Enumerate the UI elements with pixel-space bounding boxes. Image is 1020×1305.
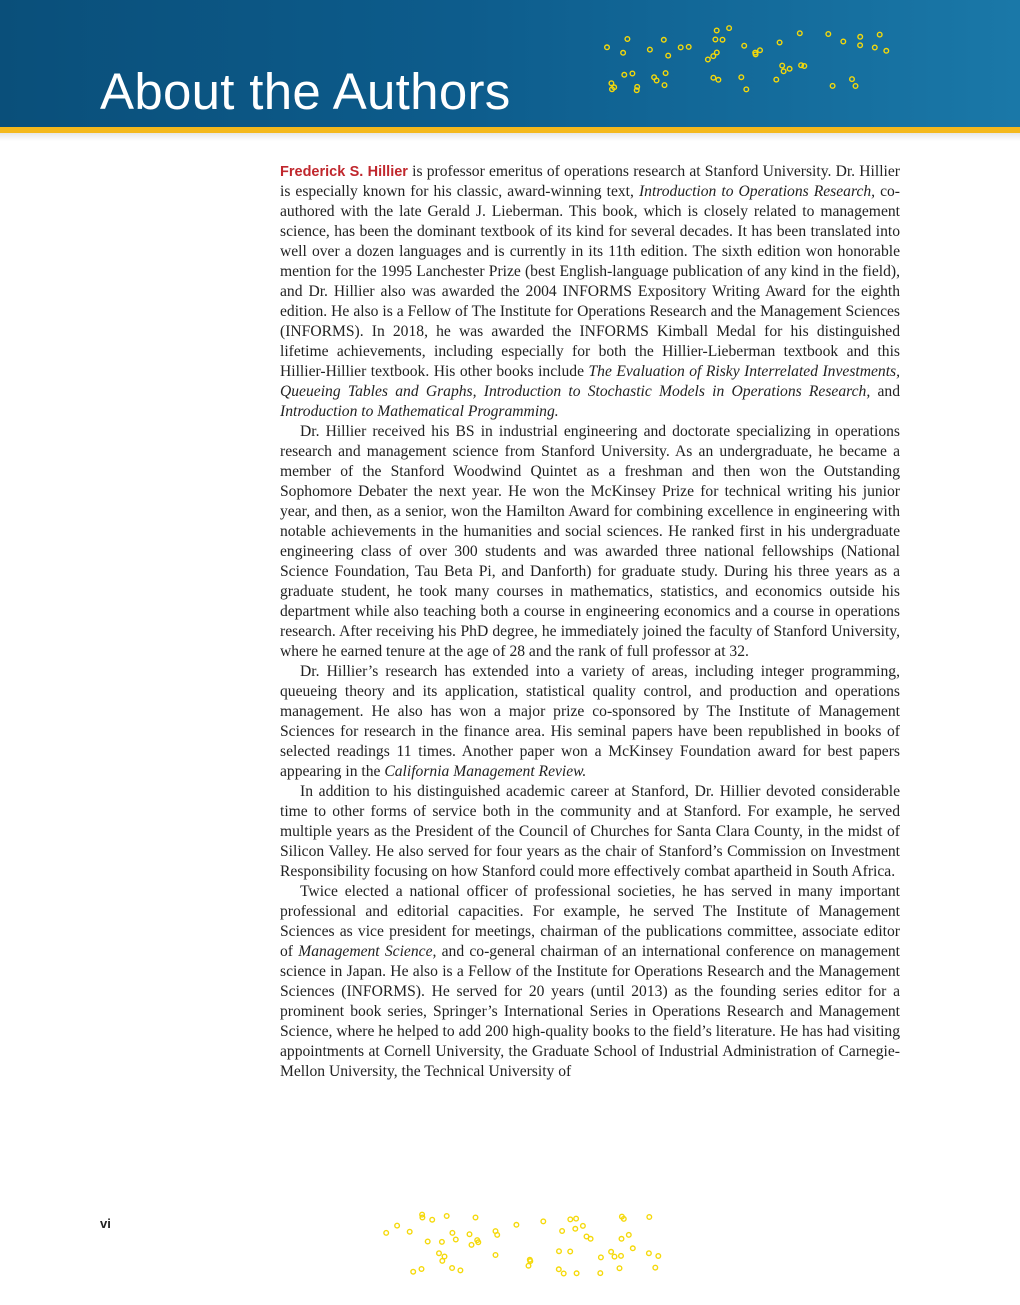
decorative-dot [662,83,667,88]
italic-title-text: Management Science, [298,943,437,960]
decorative-dot [850,77,855,82]
decorative-dot [541,1219,546,1224]
decorative-dot [873,45,878,50]
decorative-dot [574,1216,579,1221]
decorative-dot [560,1229,565,1234]
decorative-dot [528,1258,533,1263]
decorative-dot [619,1254,624,1259]
decorative-dot [557,1267,562,1272]
decorative-dot [473,1215,478,1220]
bio-paragraph-5 [280,882,900,1082]
decorative-dot [739,75,744,80]
decorative-dot [715,50,720,55]
decorative-dot [419,1267,424,1272]
decorative-dot [621,51,626,56]
decorative-dot [666,53,671,58]
decorative-dot [777,40,782,45]
decorative-dot [826,32,831,37]
decorative-dot [716,78,721,83]
decorative-dot [678,45,683,50]
decorative-dot [781,69,786,74]
decorative-dot [612,1254,617,1259]
decorative-dot [395,1223,400,1228]
decorative-dot [442,1254,447,1259]
italic-title-text: Introduction to Mathematical Programming. [280,403,559,420]
decorative-dot [514,1223,519,1228]
decorative-dot [711,75,716,80]
decorative-dot [787,67,792,72]
decorative-dot [647,1215,652,1220]
bio-paragraph-3 [280,662,900,782]
decorative-dot [744,87,749,92]
decorative-dot [619,1237,624,1242]
decorative-dot [630,71,635,76]
decorative-dot [425,1239,430,1244]
decorative-dot [653,1265,658,1270]
bio-paragraph-4 [280,782,900,882]
decorative-dot [437,1251,442,1256]
page-title: About the Authors [100,63,511,120]
decorative-dot [652,75,657,80]
decorative-dot [656,1254,661,1259]
decorative-dot [627,1233,632,1238]
decorative-dot [713,37,718,42]
body-text: In addition to his distinguished academic career at Stanford, Dr. Hillier devoted considerable time to other forms of service both in the community and at Stanford. For example, he served multiple years as the President of the Council of Churches for Santa Clara County, in the midst of Silicon Valley. He also served for four years as the chair of Stanford’s Commission on Investment Responsibility focusing on how Stanford could more effectively combat apartheid in South Africa. [280,783,900,880]
decorative-dot [444,1214,449,1219]
decorative-dot [662,38,667,43]
italic-title-text: The Evaluation of Risky Interrelated Investments, Queueing Tables and Graphs, Introduction to Stochastic Models in Operations Research, [280,363,900,400]
bio-paragraph-1-text [280,163,900,420]
decorative-dot [686,45,691,50]
decorative-dot [574,1271,579,1276]
decorative-dot [458,1268,463,1273]
decorative-dot [407,1229,412,1234]
chapter-header-banner [0,0,1020,127]
decorative-dot [581,1224,586,1229]
decorative-dot [573,1227,578,1232]
decorative-dot [526,1263,531,1268]
decorative-dot [774,77,779,82]
decorative-dot [598,1271,603,1276]
decorative-dot [469,1243,474,1248]
italic-title-text: California Management Review. [384,763,587,780]
body-text: and co-general chairman of an international conference on management science in Japan. He also is a Fellow of the Institute for Operations Research and the Management Sciences (INFORMS). He served for 20 years (until 2013) as the founding series editor for a prominent book series, Springer’s International Series in Operations Research and Management Science, where he helped to add 200 high-quality books to the field’s literature. He has had visiting appointments at Cornell University, the Graduate School of Industrial Administration of Carnegie-Mellon University, the Technical University of [280,943,900,1080]
body-text: co-authored with the late Gerald J. Lieberman. This book, which is closely related to management science, has been the dominant textbook of its kind for several decades. It has been translated into well over a dozen languages and is currently in its 11th edition. The sixth edition won honorable mention for the 1995 Lanchester Prize (best English-language publication of any kind in the field), and Dr. Hillier also was awarded the 2004 INFORMS Expository Writing Award for the eighth edition. He also is a Fellow of The Institute for Operations Research and the Management Sciences (INFORMS). In 2018, he was awarded the INFORMS Kimball Medal for his distinguished lifetime achievements, including especially for both the Hillier-Lieberman textbook and this Hillier-Hillier textbook. His other books include [280,183,901,380]
decorative-dot [599,1255,604,1260]
italic-title-text: Introduction to Operations Research, [638,183,876,200]
decorative-dot [780,63,785,68]
decorative-dot [727,26,732,31]
decorative-dot-pattern-bottom [378,1208,678,1280]
decorative-dot [411,1269,416,1274]
decorative-dot [450,1231,455,1236]
header-shadow [0,133,1020,141]
decorative-dot [884,49,889,54]
decorative-dot [634,88,639,93]
decorative-dot [758,48,763,53]
decorative-dot [798,31,803,36]
decorative-dot [557,1249,562,1254]
decorative-dot [625,37,630,42]
decorative-dot [493,1253,498,1258]
body-text: is professor emeritus of operations research at Stanford University. Dr. Hillier is especially known for his classic, award-winning text, [280,163,900,200]
decorative-dot [561,1271,566,1276]
decorative-dot [605,45,610,50]
bio-paragraph-1 [280,162,900,422]
decorative-dot [622,73,627,78]
decorative-dot [440,1240,445,1245]
decorative-dot [493,1229,498,1234]
decorative-dot [568,1249,573,1254]
decorative-dot [706,57,711,62]
decorative-dot [454,1237,459,1242]
body-text: Dr. Hillier’s research has extended into a variety of areas, including integer programming, queueing theory and its application, statistical quality control, and production and operations management. He also has won a major prize co-sponsored by The Institute of Management Sciences for research in the finance area. His seminal papers have been republished in books of selected readings 11 times. Another paper won a McKinsey Foundation award for best papers appearing in the [280,663,900,780]
decorative-dot [742,43,747,48]
author-name: Frederick S. Hillier [280,164,408,180]
decorative-dot [450,1266,455,1271]
decorative-dot [663,71,668,76]
decorative-dot [609,1250,614,1255]
decorative-dot [430,1217,435,1222]
decorative-dot [877,32,882,37]
decorative-dot [858,35,863,40]
bio-paragraph-2 [280,422,900,662]
decorative-dot [799,63,804,68]
decorative-dot [841,39,846,44]
decorative-dot [384,1231,389,1236]
decorative-dot [858,43,863,48]
author-bio [280,162,900,1082]
body-text: Dr. Hillier received his BS in industrial engineering and doctorate specializing in operations research and management science from Stanford University. As an undergraduate, he became a member of the Stanford Woodwind Quintet as a freshman and then won the Outstanding Sophomore Debater the next year. He won the McKinsey Prize for technical writing his junior year, and then, as a senior, won the Hamilton Award for combining excellence in engineering with notable achievements in the humanities and social sciences. He ranked first in his undergraduate engineering class of over 300 students and was awarded three national fellowships (National Science Foundation, Tau Beta Pi, and Danforth) for graduate study. During his three years as a graduate student, he took many courses in mathematics, statistics, and economics outside his department while also teaching both a course in engineering economics and a course in operations research. After receiving his PhD degree, he immediately joined the faculty of Stanford University, where he earned tenure at the age of 28 and the rank of full professor at 32. [280,423,900,660]
decorative-dot [720,37,725,42]
decorative-dot [648,47,653,52]
decorative-dot [568,1217,573,1222]
decorative-dot [467,1232,472,1237]
decorative-dot [647,1251,652,1256]
body-text: and [870,383,900,400]
decorative-dot-pattern-top [595,22,895,97]
decorative-dot [830,84,835,89]
page-number: vi [100,1216,111,1231]
decorative-dot [714,28,719,33]
decorative-dot [617,1266,622,1271]
decorative-dot [853,84,858,89]
body-text: Twice elected a national officer of professional societies, he has served in many important professional and editorial capacities. For example, he served The Institute of Management Sciences as vice president for meetings, chairman of the publications committee, associate editor of [280,883,900,960]
decorative-dot [631,1246,636,1251]
decorative-dot [588,1237,593,1242]
